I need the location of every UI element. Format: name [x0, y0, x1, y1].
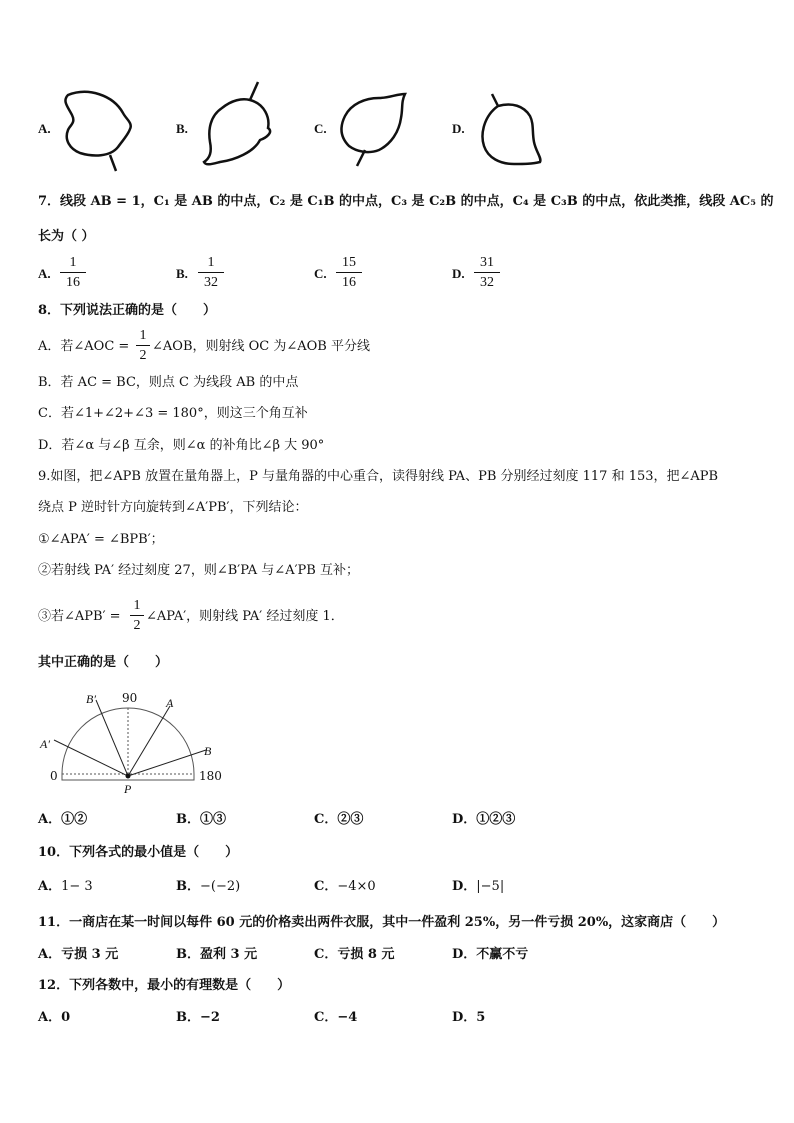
q11-option-b-label: B． [176, 947, 200, 962]
q8-option-d: D．若∠α 与∠β 互余，则∠α 的补角比∠β 大 90° [38, 438, 325, 453]
q10-option-c-label: C． [314, 879, 338, 894]
q9-option-a-text: ①② [61, 812, 88, 827]
q8-option-b: B．若 AC = BC，则点 C 为线段 AB 的中点 [38, 375, 299, 390]
q6-leaf-c-icon [335, 88, 415, 173]
q7-option-b-fraction [198, 255, 224, 291]
q9-option-d [452, 812, 515, 828]
q7-b-denominator: 32 [204, 275, 218, 290]
point-b-prime-label: B′ [86, 692, 96, 706]
q9-option-b-text: ①③ [200, 812, 227, 827]
q10-option-c [314, 879, 376, 895]
q11-stem: 11．一商店在某一时间以每件 60 元的价格卖出两件衣服，其中一件盈利 25%，另一件亏损 20%，这家商店（ ） [38, 915, 726, 930]
q12-option-c [314, 1010, 357, 1026]
protractor-label-180: 180 [199, 769, 222, 783]
q9-question: 其中正确的是（ ） [38, 655, 169, 670]
q9-statement-3-pre: ③若∠APB′ = [38, 609, 121, 624]
q12-option-b [176, 1010, 220, 1026]
q12-option-a [38, 1010, 70, 1026]
q8-option-a-fraction [136, 328, 150, 364]
q6-option-d-label: D. [452, 121, 465, 136]
q7-option-b-label: B. [176, 266, 188, 281]
q8-a-denominator: 2 [139, 348, 147, 363]
q7-b-numerator: 1 [198, 255, 224, 273]
q7-option-c-fraction [336, 255, 362, 291]
q11-option-b-text: 盈利 3 元 [200, 947, 258, 962]
q8-a-numerator: 1 [136, 328, 150, 346]
q9-option-b-label: B． [176, 812, 200, 827]
point-a-label: A [166, 696, 174, 710]
q7-d-numerator: 31 [474, 255, 500, 273]
q10-option-b-text: −(−2) [200, 879, 241, 894]
q8-stem: 8．下列说法正确的是（ ） [38, 303, 217, 318]
q12-option-c-label: C． [314, 1010, 338, 1025]
q6-leaf-a-icon [58, 85, 148, 175]
q9-option-c-text: ②③ [337, 812, 364, 827]
q10-option-a-text: 1− 3 [61, 879, 93, 894]
q11-option-d [452, 947, 528, 963]
q9-s3-denominator: 2 [133, 618, 141, 633]
q11-option-d-text: 不赢不亏 [476, 947, 529, 962]
q6-leaf-d-icon [472, 92, 552, 172]
q7-option-d-fraction [474, 255, 500, 291]
q10-option-a [38, 879, 93, 895]
q10-option-b-label: B． [176, 879, 200, 894]
q6-option-c-label: C. [314, 121, 327, 136]
q11-option-d-label: D． [452, 947, 477, 962]
q8-option-a-pre: A．若∠AOC = [38, 339, 130, 354]
q9-stem-line1: 9.如图，把∠APB 放置在量角器上，P 与量角器的中心重合，读得射线 PA、PB 分别经过刻度 117 和 153，把∠APB [38, 469, 719, 484]
q10-option-d-label: D． [452, 879, 477, 894]
q7-option-d-label: D. [452, 266, 465, 281]
q9-statement-3-post: ∠APA′，则射线 PA′ 经过刻度 1． [146, 609, 344, 624]
q11-option-b [176, 947, 257, 963]
q7-stem-line2: 长为（ ） [38, 229, 95, 244]
q11-option-a-text: 亏损 3 元 [61, 947, 119, 962]
q7-d-denominator: 32 [480, 275, 494, 290]
q9-option-b [176, 812, 226, 828]
q11-option-c [314, 947, 394, 963]
q9-statement-3-fraction [130, 598, 144, 634]
q11-option-c-text: 亏损 8 元 [337, 947, 395, 962]
q10-option-d [452, 879, 504, 895]
q7-option-a-label: A. [38, 266, 51, 281]
q12-option-c-text: −4 [337, 1010, 358, 1025]
q9-statement-1: ①∠APA′ = ∠BPB′； [38, 532, 164, 547]
q6-leaf-b-icon [200, 80, 280, 170]
q9-option-c-label: C． [314, 812, 338, 827]
q8-option-a-post: ∠AOB，则射线 OC 为∠AOB 平分线 [152, 339, 370, 354]
q9-option-a [38, 812, 87, 828]
point-b-label: B [204, 744, 212, 758]
q11-option-c-label: C． [314, 947, 338, 962]
q12-option-d-text: 5 [476, 1010, 486, 1025]
q12-option-b-text: −2 [200, 1010, 220, 1025]
q12-stem: 12．下列各数中，最小的有理数是（ ） [38, 978, 291, 993]
q7-option-a-fraction [60, 255, 86, 291]
q6-option-a-label: A. [38, 121, 51, 136]
point-a-prime-label: A′ [40, 737, 50, 751]
q9-option-d-text: ①②③ [476, 812, 516, 827]
q12-option-a-label: A． [38, 1010, 62, 1025]
q9-stem-line2: 绕点 P 逆时针方向旋转到∠A′PB′，下列结论： [38, 500, 308, 515]
point-p-label: P [124, 782, 132, 796]
q9-option-c [314, 812, 363, 828]
q10-stem: 10．下列各式的最小值是（ ） [38, 845, 239, 860]
q7-stem-line1: 7．线段 AB = 1，C₁ 是 AB 的中点，C₂ 是 C₁B 的中点，C₃ 是 C₂B 的中点，C₄ 是 C₃B 的中点，依此类推，线段 AC₅ 的 [38, 194, 774, 209]
q9-option-d-label: D． [452, 812, 477, 827]
q12-option-b-label: B． [176, 1010, 200, 1025]
q12-option-a-text: 0 [61, 1010, 71, 1025]
q7-option-c-label: C. [314, 266, 327, 281]
q9-statement-2: ②若射线 PA′ 经过刻度 27，则∠B′PA 与∠A′PB 互补； [38, 563, 359, 578]
q7-a-denominator: 16 [66, 275, 80, 290]
q7-a-numerator: 1 [60, 255, 86, 273]
q9-s3-numerator: 1 [130, 598, 144, 616]
q8-option-c: C．若∠1+∠2+∠3 = 180°，则这三个角互补 [38, 406, 308, 421]
q10-option-d-text: |−5| [476, 879, 505, 894]
q11-option-a [38, 947, 118, 963]
q7-c-denominator: 16 [342, 275, 356, 290]
q10-option-c-text: −4×0 [337, 879, 376, 894]
protractor-label-0: 0 [50, 769, 58, 783]
q12-option-d [452, 1010, 485, 1026]
q6-option-b-label: B. [176, 121, 188, 136]
q10-option-b [176, 879, 240, 895]
q11-option-a-label: A． [38, 947, 62, 962]
q12-option-d-label: D． [452, 1010, 477, 1025]
q7-c-numerator: 15 [336, 255, 362, 273]
q9-option-a-label: A． [38, 812, 62, 827]
q10-option-a-label: A． [38, 879, 62, 894]
protractor-label-90: 90 [122, 691, 138, 705]
